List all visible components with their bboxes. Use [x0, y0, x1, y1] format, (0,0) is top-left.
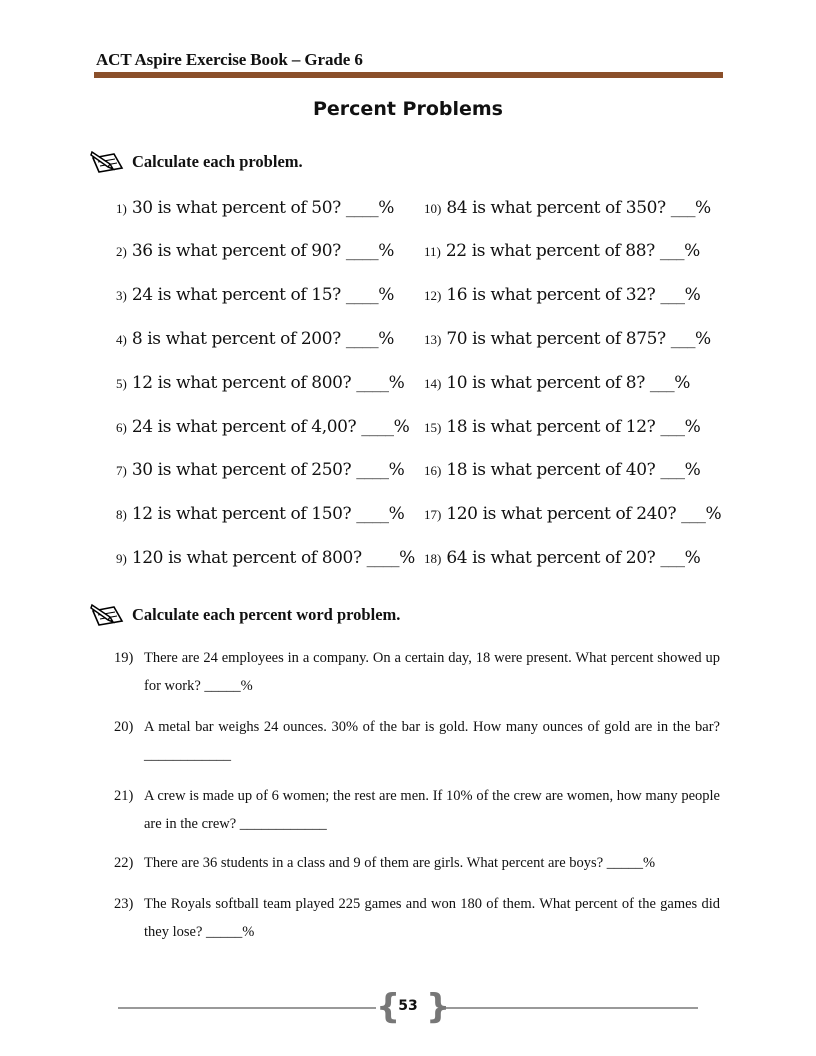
problem-number: 14) — [424, 376, 442, 391]
footer-rule-left — [118, 1007, 376, 1009]
problem-item — [116, 504, 404, 524]
problem-text: There are 24 employees in a company. On a certain day, 18 were present. What percent showed up for work? _____% — [144, 650, 720, 694]
problem-item — [116, 548, 415, 568]
problem-text: 24 is what percent of 15? ____% — [131, 285, 394, 305]
footer-bracket-left: { — [376, 987, 401, 1027]
problem-item — [116, 241, 394, 261]
word-problem-item — [114, 644, 720, 700]
problem-text: 16 is what percent of 32? ___% — [446, 285, 701, 305]
problem-text: 10 is what percent of 8? ___% — [446, 373, 690, 393]
problem-text: There are 36 students in a class and 9 of them are girls. What percent are boys? _____% — [144, 855, 656, 871]
problem-number: 22) — [114, 855, 134, 871]
page-number: 53 — [398, 998, 418, 1014]
section-heading-1 — [90, 150, 303, 174]
problem-text: 30 is what percent of 50? ____% — [131, 198, 394, 218]
problem-item — [116, 198, 394, 218]
header-title: ACT Aspire Exercise Book – Grade 6 — [96, 50, 363, 69]
problem-text: 22 is what percent of 88? ___% — [445, 241, 700, 261]
problem-number: 1) — [116, 201, 127, 216]
problem-number: 18) — [424, 551, 442, 566]
word-problem-item — [114, 849, 720, 877]
problem-text: A metal bar weighs 24 ounces. 30% of the bar is gold. How many ounces of gold are in the bar? ____________ — [144, 719, 720, 763]
problem-item — [424, 548, 700, 568]
section-heading-text: Calculate each problem. — [132, 152, 303, 171]
problem-text: 120 is what percent of 800? ____% — [131, 548, 415, 568]
pencil-paper-icon — [90, 150, 124, 174]
problem-text: 64 is what percent of 20? ___% — [446, 548, 701, 568]
word-problem-item — [114, 713, 720, 769]
problem-number: 17) — [424, 507, 442, 522]
problem-number: 11) — [424, 244, 441, 259]
problem-number: 21) — [114, 788, 134, 804]
problem-item — [116, 285, 394, 305]
problem-number: 2) — [116, 244, 127, 259]
problem-text: 24 is what percent of 4,00? ____% — [131, 417, 410, 437]
problem-item — [424, 417, 700, 437]
problem-item — [424, 460, 700, 480]
problem-item — [116, 373, 404, 393]
problem-item — [424, 285, 700, 305]
problem-number: 10) — [424, 201, 442, 216]
section-heading-text: Calculate each percent word problem. — [132, 605, 401, 624]
problem-text: The Royals softball team played 225 games and won 180 of them. What percent of the games did they lose? _____% — [144, 896, 720, 940]
problem-number: 12) — [424, 288, 442, 303]
page-title: Percent Problems — [312, 98, 503, 120]
problem-text: 36 is what percent of 90? ____% — [131, 241, 394, 261]
problem-number: 9) — [116, 551, 127, 566]
problem-number: 13) — [424, 332, 442, 347]
problem-item — [116, 417, 409, 437]
problem-number: 8) — [116, 507, 127, 522]
problem-item — [424, 241, 700, 261]
problem-text: 12 is what percent of 800? ____% — [131, 373, 405, 393]
pencil-paper-icon — [90, 603, 124, 627]
problem-text: 8 is what percent of 200? ____% — [131, 329, 394, 349]
problem-text: A crew is made up of 6 women; the rest are men. If 10% of the crew are women, how many people are in the crew? ____________ — [144, 788, 720, 832]
footer-bracket-right: } — [426, 987, 451, 1027]
problem-number: 3) — [116, 288, 127, 303]
problem-item — [424, 329, 711, 349]
problem-number: 16) — [424, 463, 442, 478]
problem-number: 23) — [114, 896, 134, 912]
problem-text: 120 is what percent of 240? ___% — [446, 504, 722, 524]
problem-number: 15) — [424, 420, 442, 435]
problem-item — [424, 373, 690, 393]
section-heading-2 — [90, 603, 400, 627]
problem-text: 30 is what percent of 250? ____% — [131, 460, 405, 480]
problem-number: 6) — [116, 420, 127, 435]
problem-item — [424, 198, 711, 218]
problem-item — [116, 329, 394, 349]
problem-number: 5) — [116, 376, 127, 391]
word-problem-item — [114, 782, 720, 838]
problem-text: 12 is what percent of 150? ____% — [131, 504, 405, 524]
problem-text: 18 is what percent of 12? ___% — [446, 417, 701, 437]
problem-text: 70 is what percent of 875? ___% — [446, 329, 711, 349]
footer-rule-right — [440, 1007, 698, 1009]
problem-item — [424, 504, 721, 524]
problem-number: 4) — [116, 332, 127, 347]
problem-number: 20) — [114, 719, 134, 735]
problem-number: 7) — [116, 463, 127, 478]
problem-number: 19) — [114, 650, 134, 666]
word-problem-item — [114, 890, 720, 946]
header-rule — [94, 72, 723, 78]
problem-text: 84 is what percent of 350? ___% — [446, 198, 711, 218]
problem-item — [116, 460, 404, 480]
problem-text: 18 is what percent of 40? ___% — [446, 460, 701, 480]
